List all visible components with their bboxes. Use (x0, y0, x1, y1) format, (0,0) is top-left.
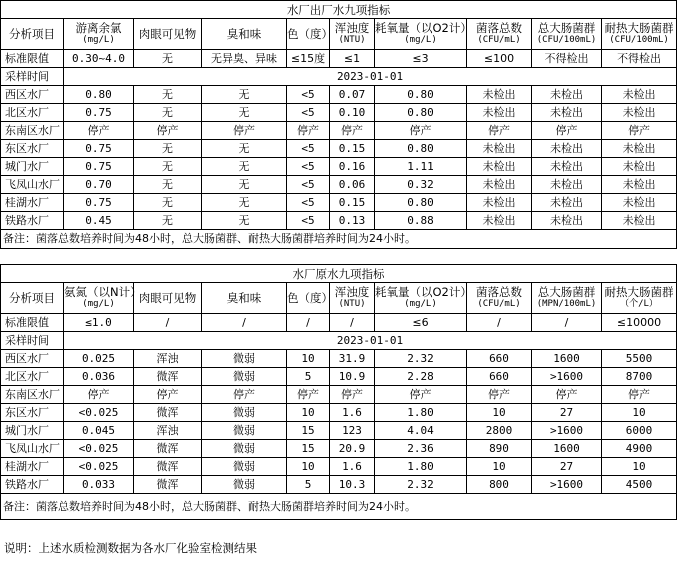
table-cell: 未检出 (532, 140, 602, 158)
table-cell: 停产 (134, 386, 202, 404)
table-cell: 4500 (602, 476, 677, 494)
table-cell: 未检出 (467, 86, 532, 104)
header-label: 色（度） (287, 291, 333, 305)
table-cell: 微浑 (134, 368, 202, 386)
table-cell: <5 (287, 104, 330, 122)
limit-label: 标准限值 (1, 50, 64, 68)
table-cell: 停产 (287, 386, 330, 404)
table-cell: 2.32 (375, 350, 467, 368)
limit-value: 不得检出 (532, 50, 602, 68)
table-cell: 停产 (64, 122, 134, 140)
header-cell (330, 283, 375, 314)
table-cell: 微弱 (202, 404, 287, 422)
header-unit: (CFU/mL) (477, 299, 521, 309)
table-cell: 未检出 (532, 86, 602, 104)
table-cell: 4900 (602, 440, 677, 458)
plant-name: 飞凤山水厂 (1, 176, 64, 194)
header-cell (287, 19, 333, 50)
table-cell: 未检出 (602, 194, 677, 212)
sample-time-label: 采样时间 (1, 68, 64, 86)
header-label: 肉眼可见物 (138, 27, 197, 41)
table-cell: <5 (287, 212, 330, 230)
table-row (1, 476, 677, 494)
limit-value: 无异臭、异味 (202, 50, 287, 68)
header-unit: (CFU/100mL) (609, 35, 669, 45)
table-title: 水厂出厂水九项指标 (1, 1, 677, 19)
table-cell: 0.80 (64, 86, 134, 104)
table-cell: 0.75 (64, 140, 134, 158)
raw-water-table (0, 264, 677, 520)
limit-value: / (202, 314, 287, 332)
header-unit: (mg/L) (404, 35, 437, 45)
table-cell: 停产 (202, 386, 287, 404)
table-row (1, 104, 677, 122)
header-unit: (mg/L) (82, 35, 115, 45)
table-row (1, 140, 677, 158)
table-cell: 无 (134, 176, 202, 194)
table-cell: 10 (467, 458, 532, 476)
limit-value: ≤1.0 (64, 314, 134, 332)
table-cell: 0.045 (64, 422, 134, 440)
table-cell: >1600 (532, 368, 602, 386)
table-cell: 未检出 (602, 140, 677, 158)
table-cell: 无 (134, 86, 202, 104)
plant-name: 桂湖水厂 (1, 458, 64, 476)
table-row (1, 458, 677, 476)
sample-date: 2023-01-01 (64, 332, 677, 350)
sample-time-row (1, 68, 677, 86)
header-cell (532, 19, 602, 50)
table-cell: 停产 (532, 386, 602, 404)
table-cell: 未检出 (532, 104, 602, 122)
header-cell (134, 283, 202, 314)
table-cell: 0.10 (330, 104, 375, 122)
table-cell: 0.80 (375, 140, 467, 158)
table-cell: 未检出 (602, 176, 677, 194)
table-row (1, 422, 677, 440)
table-cell: 停产 (202, 122, 287, 140)
table-cell: 未检出 (467, 104, 532, 122)
table-cell: 0.033 (64, 476, 134, 494)
table-cell: 停产 (375, 122, 467, 140)
table-cell: <5 (287, 158, 330, 176)
header-cell (330, 19, 375, 50)
table-cell: 微浑 (134, 404, 202, 422)
header-cell (1, 19, 64, 50)
header-label: 分析项目 (9, 27, 55, 41)
table-cell: 无 (134, 140, 202, 158)
table-cell: 1600 (532, 440, 602, 458)
header-cell (467, 19, 532, 50)
table-cell: 0.75 (64, 194, 134, 212)
header-label: 浑浊度 (334, 285, 370, 299)
table-cell: >1600 (532, 422, 602, 440)
table-cell: 660 (467, 368, 532, 386)
table-cell: 无 (134, 158, 202, 176)
limit-value: / (532, 314, 602, 332)
table-cell: 浑浊 (134, 350, 202, 368)
table-row (1, 86, 677, 104)
plant-name: 北区水厂 (1, 104, 64, 122)
table-cell: 未检出 (467, 212, 532, 230)
limit-value: ≤3 (375, 50, 467, 68)
header-label: 耐热大肠菌群 (604, 21, 674, 35)
table-cell: 微弱 (202, 476, 287, 494)
table-cell: 10 (287, 350, 330, 368)
table-cell: 10 (287, 458, 330, 476)
table-cell: 未检出 (532, 176, 602, 194)
table-cell: 0.036 (64, 368, 134, 386)
plant-name: 东南区水厂 (1, 386, 64, 404)
table-cell: 停产 (467, 386, 532, 404)
header-label: 色（度） (287, 27, 333, 41)
table-cell: 890 (467, 440, 532, 458)
table-cell: 未检出 (532, 212, 602, 230)
plant-name: 东南区水厂 (1, 122, 64, 140)
table-row (1, 122, 677, 140)
table-cell: <5 (287, 86, 330, 104)
table-cell: 未检出 (467, 194, 532, 212)
table-cell: 5 (287, 368, 330, 386)
plant-name: 城门水厂 (1, 422, 64, 440)
header-row (1, 283, 677, 314)
table-cell: 2800 (467, 422, 532, 440)
table-cell: 5500 (602, 350, 677, 368)
limit-value: / (134, 314, 202, 332)
table-cell: 15 (287, 440, 330, 458)
table-cell: 1.80 (375, 458, 467, 476)
table-cell: 15 (287, 422, 330, 440)
table-cell: 1.6 (330, 458, 375, 476)
table-cell: 微浑 (134, 476, 202, 494)
table-cell: 10 (287, 404, 330, 422)
plant-name: 铁路水厂 (1, 212, 64, 230)
table-cell: 未检出 (602, 86, 677, 104)
plant-name: 城门水厂 (1, 158, 64, 176)
header-label: 菌落总数 (476, 21, 522, 35)
table-row (1, 212, 677, 230)
header-label: 臭和味 (226, 27, 262, 41)
sample-time-row (1, 332, 677, 350)
table-cell: 0.45 (64, 212, 134, 230)
table-cell: 0.70 (64, 176, 134, 194)
table-cell: 0.80 (375, 86, 467, 104)
table-cell: 31.9 (330, 350, 375, 368)
table-cell: 微弱 (202, 440, 287, 458)
table-cell: 4.04 (375, 422, 467, 440)
table-cell: >1600 (532, 476, 602, 494)
plant-name: 北区水厂 (1, 368, 64, 386)
header-label: 分析项目 (9, 291, 55, 305)
table-cell: 浑浊 (134, 422, 202, 440)
plant-name: 铁路水厂 (1, 476, 64, 494)
table-cell: 27 (532, 404, 602, 422)
table-cell: 123 (330, 422, 375, 440)
finished-water-table (0, 0, 677, 249)
table-cell: 10 (467, 404, 532, 422)
header-label: 游离余氯 (75, 21, 122, 35)
header-label: 耐热大肠菌群 (604, 285, 674, 299)
header-label: 总大肠菌群 (537, 21, 596, 35)
table-cell: 微弱 (202, 422, 287, 440)
table-cell: 未检出 (532, 158, 602, 176)
header-cell (1, 283, 64, 314)
table-cell: 未检出 (602, 212, 677, 230)
limit-label: 标准限值 (1, 314, 64, 332)
limit-value: 0.30~4.0 (64, 50, 134, 68)
table-cell: <0.025 (64, 458, 134, 476)
table-cell: 微浑 (134, 440, 202, 458)
table-cell: 微弱 (202, 458, 287, 476)
table-cell: 800 (467, 476, 532, 494)
header-cell (64, 19, 134, 50)
table-cell: <0.025 (64, 404, 134, 422)
table-cell: 2.28 (375, 368, 467, 386)
limit-value: / (330, 314, 375, 332)
sample-time-label: 采样时间 (1, 332, 64, 350)
table-row (1, 386, 677, 404)
table-cell: 1.11 (375, 158, 467, 176)
plant-name: 西区水厂 (1, 86, 64, 104)
table-cell: 1.6 (330, 404, 375, 422)
table-cell: 微弱 (202, 350, 287, 368)
plant-name: 西区水厂 (1, 350, 64, 368)
limit-value: ≤1 (330, 50, 375, 68)
table-cell: 无 (202, 140, 287, 158)
limit-value: ≤10000 (602, 314, 677, 332)
header-label: 浑浊度 (334, 21, 370, 35)
table-cell: 无 (134, 194, 202, 212)
sample-date: 2023-01-01 (64, 68, 677, 86)
limit-value: / (467, 314, 532, 332)
table-cell: 未检出 (532, 194, 602, 212)
header-cell (602, 283, 677, 314)
header-unit: (CFU/mL) (477, 35, 521, 45)
header-unit: （个/L） (620, 299, 658, 309)
header-unit: (CFU/100mL) (536, 35, 597, 45)
table-cell: 1.80 (375, 404, 467, 422)
table-cell: 微弱 (202, 368, 287, 386)
table-cell: <5 (287, 194, 330, 212)
table-cell: 0.75 (64, 104, 134, 122)
table-cell: 5 (287, 476, 330, 494)
plant-name: 飞凤山水厂 (1, 440, 64, 458)
table-cell: 未检出 (467, 158, 532, 176)
table-cell: 10.3 (330, 476, 375, 494)
header-unit: (mg/L) (404, 299, 437, 309)
table-cell: 10.9 (330, 368, 375, 386)
table-cell: 无 (134, 104, 202, 122)
table-cell: 660 (467, 350, 532, 368)
table-cell: 停产 (602, 122, 677, 140)
header-cell (532, 283, 602, 314)
header-label: 耗氧量（以O2计） (375, 21, 472, 35)
table-cell: 0.32 (375, 176, 467, 194)
table-cell: <5 (287, 176, 330, 194)
header-label: 菌落总数 (476, 285, 522, 299)
table-cell: 停产 (330, 122, 375, 140)
limit-value: ≤15度 (287, 50, 330, 68)
table-cell: 无 (202, 194, 287, 212)
table-cell: 0.16 (330, 158, 375, 176)
table-title: 水厂原水九项指标 (1, 265, 677, 283)
header-unit: (mg/L) (82, 299, 115, 309)
table-cell: 2.36 (375, 440, 467, 458)
table-cell: 20.9 (330, 440, 375, 458)
table-cell: 2.32 (375, 476, 467, 494)
table-cell: 0.88 (375, 212, 467, 230)
table-note: 备注：菌落总数培养时间为48小时，总大肠菌群、耐热大肠菌群培养时间为24小时。 (1, 494, 677, 520)
table-cell: 6000 (602, 422, 677, 440)
limit-value: ≤6 (375, 314, 467, 332)
limit-value: 不得检出 (602, 50, 677, 68)
plant-name: 桂湖水厂 (1, 194, 64, 212)
table-cell: 停产 (602, 386, 677, 404)
header-cell (202, 283, 287, 314)
header-cell (375, 19, 472, 50)
table-cell: 停产 (532, 122, 602, 140)
table-cell: 未检出 (467, 140, 532, 158)
header-label: 总大肠菌群 (537, 285, 596, 299)
header-cell (202, 19, 287, 50)
header-label: 氨氮（以N计） (64, 285, 142, 299)
table-cell: 0.06 (330, 176, 375, 194)
header-cell (287, 283, 333, 314)
limit-value: / (287, 314, 330, 332)
table-cell: 10 (602, 458, 677, 476)
table-cell: 无 (134, 212, 202, 230)
table-cell: 未检出 (467, 176, 532, 194)
table-row (1, 368, 677, 386)
table-row (1, 194, 677, 212)
plant-name: 东区水厂 (1, 404, 64, 422)
table-cell: 微浑 (134, 458, 202, 476)
footer-note: 说明：上述水质检测数据为各水厂化验室检测结果 (4, 541, 257, 555)
table-cell: 无 (202, 176, 287, 194)
table-cell: 0.07 (330, 86, 375, 104)
table-cell: 未检出 (602, 104, 677, 122)
table-row (1, 176, 677, 194)
table-row (1, 158, 677, 176)
table-cell: 停产 (287, 122, 330, 140)
table-cell: 停产 (64, 386, 134, 404)
header-cell (134, 19, 202, 50)
header-unit: (MPN/100mL) (536, 299, 597, 309)
header-label: 肉眼可见物 (138, 291, 197, 305)
plant-name: 东区水厂 (1, 140, 64, 158)
header-unit: (NTU) (338, 299, 366, 309)
header-cell (375, 283, 472, 314)
table-note: 备注：菌落总数培养时间为48小时，总大肠菌群、耐热大肠菌群培养时间为24小时。 (1, 230, 677, 249)
table-cell: 停产 (375, 386, 467, 404)
table-cell: <5 (287, 140, 330, 158)
table-cell: 无 (202, 86, 287, 104)
table-cell: 停产 (467, 122, 532, 140)
table-row (1, 404, 677, 422)
table-cell: 10 (602, 404, 677, 422)
table-cell: 停产 (134, 122, 202, 140)
table-row (1, 350, 677, 368)
limit-value: ≤100 (467, 50, 532, 68)
table-cell: 0.15 (330, 140, 375, 158)
header-label: 耗氧量（以O2计） (375, 285, 472, 299)
table-cell: 8700 (602, 368, 677, 386)
table-cell: 停产 (330, 386, 375, 404)
table-cell: 0.025 (64, 350, 134, 368)
table-cell: 无 (202, 104, 287, 122)
header-cell (602, 19, 677, 50)
table-cell: 1600 (532, 350, 602, 368)
table-cell: 0.80 (375, 194, 467, 212)
table-cell: 27 (532, 458, 602, 476)
table-cell: 0.13 (330, 212, 375, 230)
table-cell: 0.15 (330, 194, 375, 212)
table-row (1, 440, 677, 458)
header-cell (64, 283, 142, 314)
header-label: 臭和味 (226, 291, 262, 305)
header-cell (467, 283, 532, 314)
limit-value: 无 (134, 50, 202, 68)
header-row (1, 19, 677, 50)
table-cell: 无 (202, 158, 287, 176)
limit-row (1, 314, 677, 332)
limit-row (1, 50, 677, 68)
header-unit: (NTU) (338, 35, 366, 45)
table-cell: 0.80 (375, 104, 467, 122)
table-cell: 0.75 (64, 158, 134, 176)
table-cell: 未检出 (602, 158, 677, 176)
table-cell: <0.025 (64, 440, 134, 458)
table-cell: 无 (202, 212, 287, 230)
